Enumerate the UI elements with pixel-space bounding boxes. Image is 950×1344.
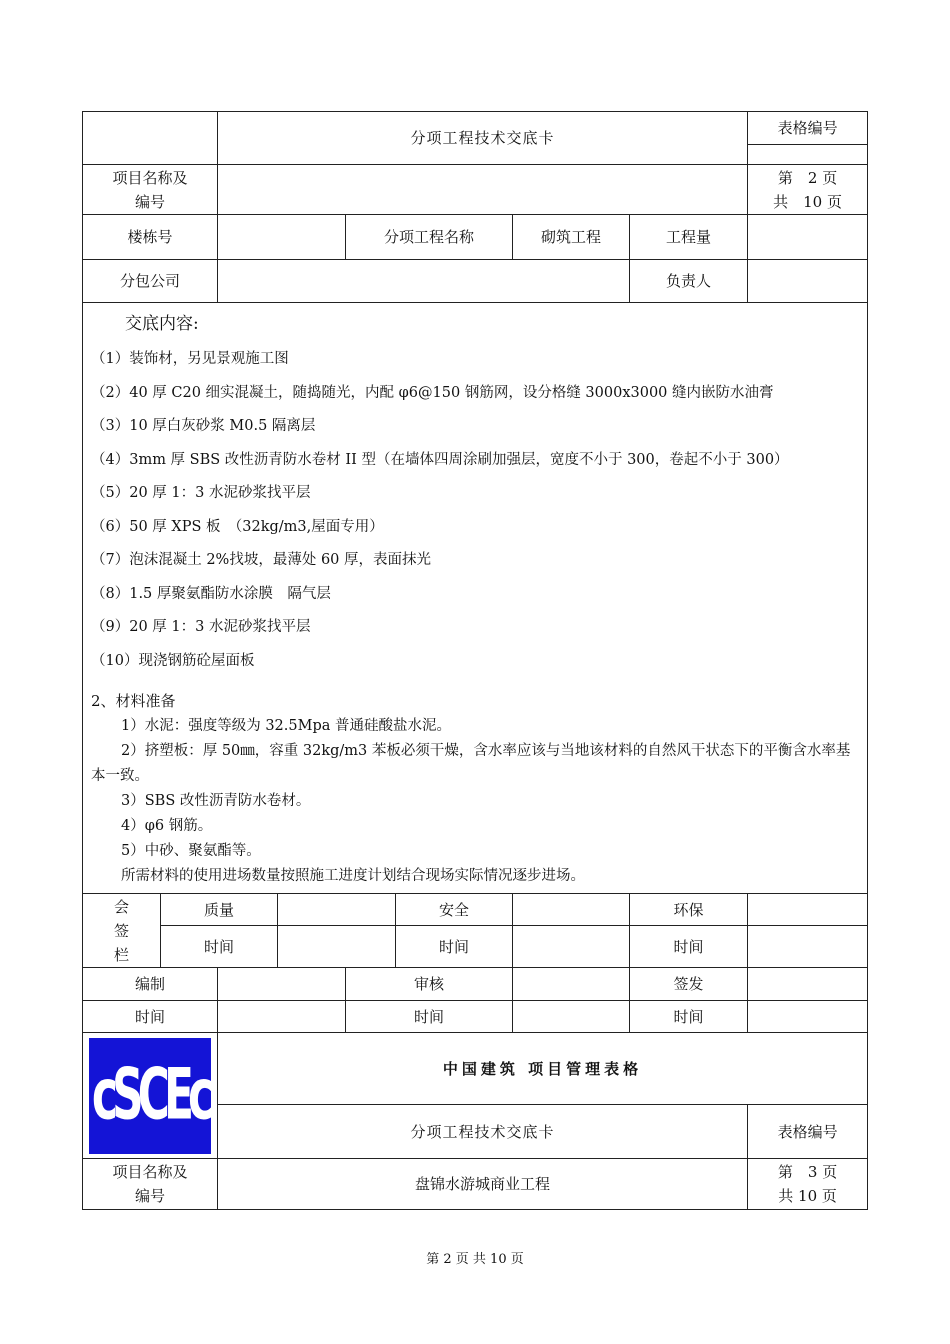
quantity-value xyxy=(748,215,868,260)
cscec-logo-text: cSCEc xyxy=(91,1053,209,1136)
safety-time-label: 时间 xyxy=(396,926,513,968)
building-value xyxy=(218,215,346,260)
material-item: 4）φ6 钢筋。 xyxy=(121,818,213,834)
quality-time-value xyxy=(278,926,396,968)
countersign-char: 签 xyxy=(113,921,129,940)
next-project-label-line-2: 编号 xyxy=(134,1187,165,1205)
content-item: （2）40 厚 C20 细实混凝土，随捣随光，内配 φ6@150 钢筋网，设分格缝 3000x3000 缝内嵌防水油膏 xyxy=(91,384,774,401)
material-item: 2）挤塑板：厚 50㎜，容重 32kg/m3 苯板必须干燥，含水率应该与当地该材料的自然风干状态下的平衡含水率基本一致。 xyxy=(91,743,851,784)
project-name-value xyxy=(218,165,748,215)
safety-sign xyxy=(513,894,630,926)
material-item: 3）SBS 改性沥青防水卷材。 xyxy=(121,793,311,809)
section-materials-title: 2、材料准备 xyxy=(91,692,176,710)
header-blank-cell xyxy=(83,112,218,165)
content-item: （3）10 厚白灰砂浆 M0.5 隔离层 xyxy=(91,418,316,434)
material-item: 所需材料的使用进场数量按照施工进度计划结合现场实际情况逐步进场。 xyxy=(121,868,585,884)
project-label xyxy=(83,165,218,215)
org-title: 中国建筑 项目管理表格 xyxy=(218,1033,868,1105)
technical-disclosure-form xyxy=(82,111,868,1210)
quality-sign xyxy=(278,894,396,926)
page-total: 共 10 页 xyxy=(773,192,842,211)
countersign-char: 会 xyxy=(113,897,129,916)
disclosure-content xyxy=(83,303,868,894)
next-page-current: 第 3 页 xyxy=(777,1163,838,1181)
quantity-label: 工程量 xyxy=(630,215,748,260)
cscec-logo-cell xyxy=(83,1033,218,1159)
form-number-label: 表格编号 xyxy=(748,112,868,145)
cscec-logo xyxy=(89,1038,211,1154)
content-item: （4）3mm 厚 SBS 改性沥青防水卷材 II 型（在墙体四周涂刷加强层，宽度不小于 300，卷起不小于 300） xyxy=(91,451,789,468)
material-item: 1）水泥：强度等级为 32.5Mpa 普通硅酸盐水泥。 xyxy=(121,718,452,734)
content-item: （7）泡沫混凝土 2%找坡，最薄处 60 厚，表面抹光 xyxy=(91,552,432,568)
page-footer: 第 2 页 共 10 页 xyxy=(426,1252,524,1267)
page-number-cell xyxy=(748,165,868,215)
sub-project-name-label: 分项工程名称 xyxy=(346,215,513,260)
content-item: （5）20 厚 1：3 水泥砂浆找平层 xyxy=(91,485,311,501)
subcontractor-label: 分包公司 xyxy=(83,260,218,303)
next-page-total: 共 10 页 xyxy=(778,1187,837,1205)
compile-label: 编制 xyxy=(83,968,218,1001)
review-label: 审核 xyxy=(346,968,513,1001)
issue-time-label: 时间 xyxy=(630,1001,748,1033)
next-page-number-cell xyxy=(748,1159,868,1210)
content-item: （10）现浇钢筋砼屋面板 xyxy=(91,652,255,669)
review-time-value xyxy=(513,1001,630,1033)
responsible-value xyxy=(748,260,868,303)
issue-label: 签发 xyxy=(630,968,748,1001)
review-time-label: 时间 xyxy=(346,1001,513,1033)
responsible-label: 负责人 xyxy=(630,260,748,303)
next-form-title: 分项工程技术交底卡 xyxy=(218,1105,748,1159)
next-form-number-label: 表格编号 xyxy=(748,1105,868,1159)
environment-time-value xyxy=(748,926,868,968)
environment-time-label: 时间 xyxy=(630,926,748,968)
content-heading: 交底内容: xyxy=(125,314,199,334)
environment-sign xyxy=(748,894,868,926)
content-item: （6）50 厚 XPS 板 （32kg/m3,屋面专用） xyxy=(91,518,384,535)
building-label: 楼栋号 xyxy=(83,215,218,260)
content-item: （8）1.5 厚聚氨酯防水涂膜 隔气层 xyxy=(91,585,331,602)
project-label-line-2: 编号 xyxy=(134,192,165,211)
review-value xyxy=(513,968,630,1001)
form-number-value xyxy=(748,145,868,165)
next-project-label xyxy=(83,1159,218,1210)
compile-time-label: 时间 xyxy=(83,1001,218,1033)
page-current: 第 2 页 xyxy=(777,168,838,187)
quality-time-label: 时间 xyxy=(161,926,278,968)
quality-label: 质量 xyxy=(161,894,278,926)
compile-value xyxy=(218,968,346,1001)
sub-project-name-value: 砌筑工程 xyxy=(513,215,630,260)
safety-label: 安全 xyxy=(396,894,513,926)
environment-label: 环保 xyxy=(630,894,748,926)
issue-value xyxy=(748,968,868,1001)
compile-time-value xyxy=(218,1001,346,1033)
countersign-label xyxy=(83,894,161,968)
project-label-line-1: 项目名称及 xyxy=(112,168,188,187)
countersign-char: 栏 xyxy=(113,945,129,964)
next-project-label-line-1: 项目名称及 xyxy=(112,1163,188,1181)
next-project-name: 盘锦水游城商业工程 xyxy=(218,1159,748,1210)
content-item: （9）20 厚 1：3 水泥砂浆找平层 xyxy=(91,619,311,635)
issue-time-value xyxy=(748,1001,868,1033)
content-item: （1）装饰材，另见景观施工图 xyxy=(91,351,289,367)
form-title: 分项工程技术交底卡 xyxy=(218,112,748,165)
safety-time-value xyxy=(513,926,630,968)
subcontractor-value xyxy=(218,260,630,303)
material-item: 5）中砂、聚氨酯等。 xyxy=(121,843,261,859)
